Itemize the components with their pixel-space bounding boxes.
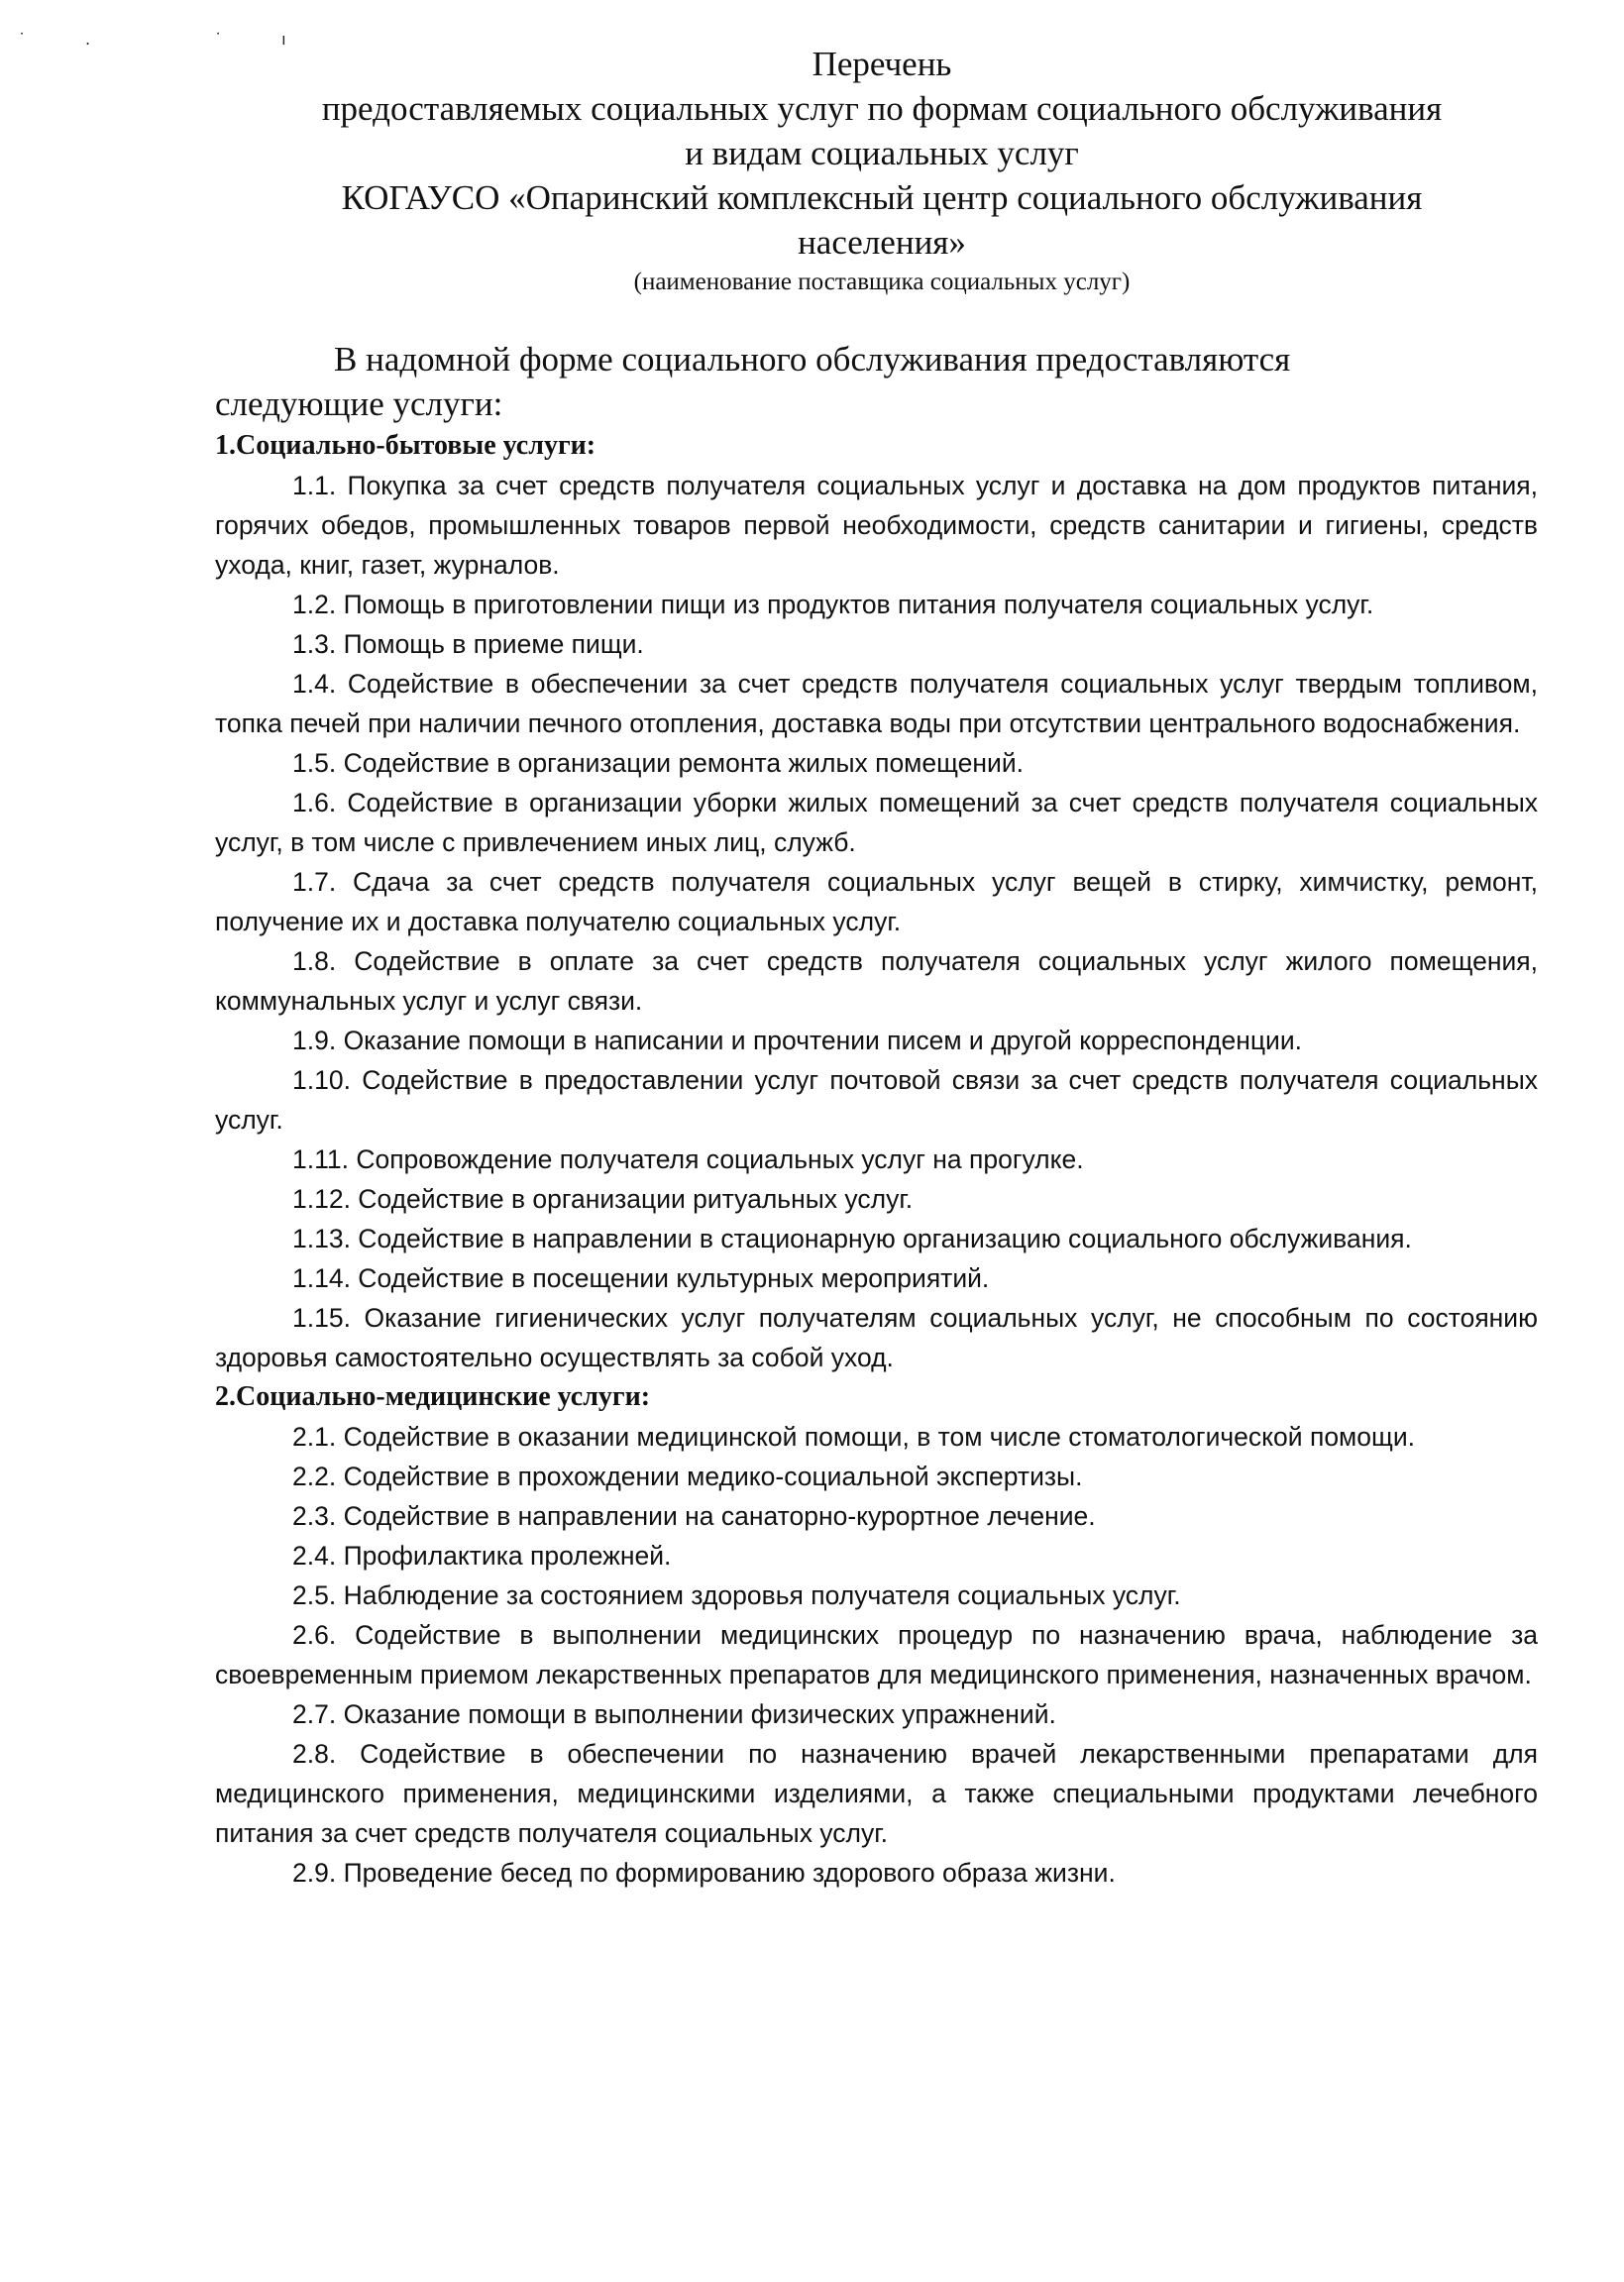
service-item: 2.1. Содействие в оказании медицинской помощи, в том числе стоматологической помощи.: [292, 1422, 1415, 1452]
service-item: 1.11. Сопровождение получателя социальных услуг на прогулке.: [292, 1144, 1084, 1174]
service-item: 1.15. Оказание гигиенических услуг получателям социальных услуг, не способным по состоянию здоровья самостоятельно осуществлять за собой уход.: [215, 1303, 1538, 1372]
section-title-social-domestic: 1.Социально-бытовые услуги:: [215, 430, 596, 461]
service-item: 1.1. Покупка за счет средств получателя социальных услуг и доставка на дом продуктов питания, горячих обедов, промышленных товаров первой необходимости, средств санитарии и гигиены, средств ухода, книг, газет, журналов.: [215, 471, 1538, 580]
service-item: 1.3. Помощь в приеме пищи.: [292, 629, 644, 659]
section-title-social-medical: 2.Социально-медицинские услуги:: [215, 1381, 651, 1412]
service-item: 1.2. Помощь в приготовлении пищи из продуктов питания получателя социальных услуг.: [292, 590, 1374, 619]
service-item: 1.8. Содействие в оплате за счет средств получателя социальных услуг жилого помещения, коммунальных услуг и услуг связи.: [215, 946, 1538, 1016]
service-item: 2.6. Содействие в выполнении медицинских процедур по назначению врача, наблюдение за своевременным приемом лекарственных препаратов для медицинского применения, назначенных врачом.: [215, 1620, 1538, 1689]
service-item: 2.7. Оказание помощи в выполнении физических упражнений.: [292, 1699, 1056, 1729]
title-line-3: и видам социальных услуг: [685, 134, 1079, 172]
service-item: 1.5. Содействие в организации ремонта жилых помещений.: [292, 748, 1024, 778]
service-item: 1.7. Сдача за счет средств получателя социальных услуг вещей в стирку, химчистку, ремонт, получение их и доставка получателю социальных услуг.: [215, 867, 1538, 936]
intro-line-2: следующие услуги:: [215, 384, 503, 423]
provider-name-line-1: КОГАУСО «Опаринский комплексный центр социального обслуживания: [341, 178, 1423, 217]
service-item: 1.14. Содействие в посещении культурных мероприятий.: [292, 1263, 990, 1293]
service-item: 1.6. Содействие в организации уборки жилых помещений за счет средств получателя социальных услуг, в том числе с привлечением иных лиц, служб.: [215, 788, 1538, 857]
service-item: 2.8. Содействие в обеспечении по назначению врачей лекарственными препаратами для медицинского применения, медицинскими изделиями, а также специальными продуктами лечебного питания за счет средств получателя социальных услуг.: [215, 1739, 1538, 1848]
document-title: Перечень: [812, 45, 952, 83]
scan-specks: ˙. ˙ı: [18, 30, 346, 49]
service-item: 1.13. Содействие в направлении в стационарную организацию социального обслуживания.: [292, 1224, 1412, 1253]
service-item: 2.3. Содействие в направлении на санаторно-курортное лечение.: [292, 1501, 1096, 1531]
title-line-2: предоставляемых социальных услуг по формам социального обслуживания: [321, 89, 1443, 128]
service-item: 1.4. Содействие в обеспечении за счет средств получателя социальных услуг твердым топливом, топка печей при наличии печного отопления, доставка воды при отсутствии центрального водоснабжения.: [215, 669, 1538, 738]
service-item: 2.4. Профилактика пролежней.: [292, 1541, 672, 1571]
service-item: 2.9. Проведение бесед по формированию здорового образа жизни.: [292, 1858, 1116, 1888]
intro-paragraph: [215, 337, 1523, 426]
services-list: [215, 426, 1538, 1893]
service-item: 1.9. Оказание помощи в написании и прочтении писем и другой корреспонденции.: [292, 1026, 1303, 1055]
service-item: 1.10. Содействие в предоставлении услуг почтовой связи за счет средств получателя социальных услуг.: [215, 1065, 1538, 1135]
service-item: 2.2. Содействие в прохождении медико-социальной экспертизы.: [292, 1462, 1083, 1491]
document-header: [198, 42, 1566, 300]
provider-name-line-2: населения»: [798, 223, 966, 262]
intro-line-1: В надомной форме социального обслуживания предоставляются: [334, 340, 1291, 379]
provider-caption: (наименование поставщика социальных услуг): [633, 269, 1131, 295]
service-item: 2.5. Наблюдение за состоянием здоровья получателя социальных услуг.: [292, 1580, 1181, 1610]
service-item: 1.12. Содействие в организации ритуальных услуг.: [292, 1184, 914, 1214]
